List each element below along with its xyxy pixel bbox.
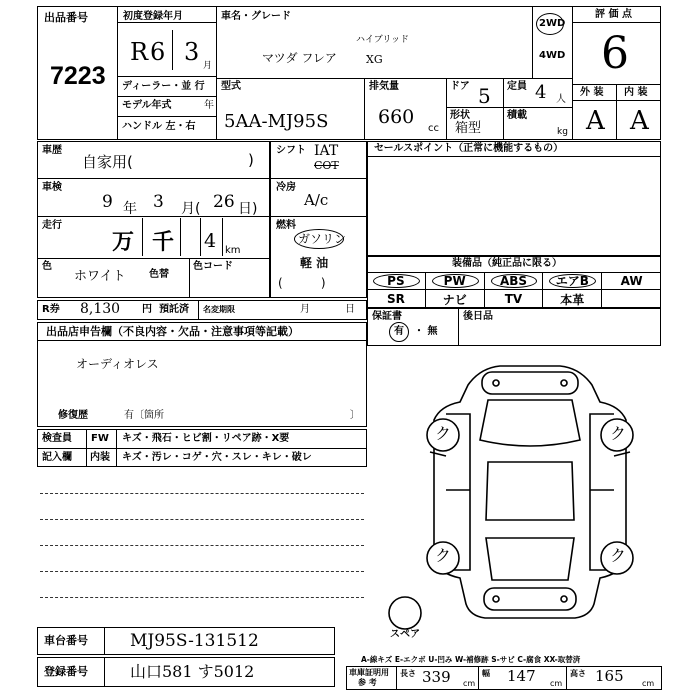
shape-value: 箱型 <box>455 121 482 136</box>
height-unit: cm <box>642 679 655 688</box>
handle-label: ハンドル 左・右 <box>122 121 196 132</box>
equipment-item: ナビ <box>426 290 485 308</box>
car-grade-top: ハイブリッド <box>356 35 410 45</box>
reg-value: 山口581 す5012 <box>130 662 255 681</box>
first-reg-year: 6 <box>150 38 166 66</box>
dealer-label: ディーラー・並 行 <box>122 81 205 92</box>
insp-month-unit: 月( <box>181 201 201 217</box>
height-value: 165 <box>595 667 624 685</box>
equipment-item: PS <box>367 272 426 290</box>
fw-label: FW <box>91 433 109 444</box>
drive-4wd: 4WD <box>539 50 566 61</box>
car-grade: XG <box>366 53 383 66</box>
repair-value: 有〔箇所 <box>124 410 164 421</box>
recycle-label: R券 <box>42 304 60 315</box>
cert-sub: 参 考 <box>358 678 377 687</box>
displacement: 660 <box>378 106 415 128</box>
score-label: 評 価 点 <box>595 9 632 20</box>
fuel-label: 燃料 <box>276 220 296 231</box>
inspection-label: 車検 <box>42 182 62 193</box>
capacity-value: 4 <box>535 82 547 103</box>
equipment-title: 装備品（純正品に限る） <box>452 258 562 269</box>
car-name: マツダ フレア <box>262 51 337 65</box>
insp-month: 3 <box>153 192 164 212</box>
insp-year-unit: 年 <box>123 201 137 217</box>
car-name-label: 車名・グレード <box>221 11 291 22</box>
month-unit: 月 <box>203 61 213 71</box>
displacement-label: 排気量 <box>369 81 399 92</box>
chassis-value: MJ95S-131512 <box>130 631 259 651</box>
retrofit-label: 後日品 <box>463 311 493 322</box>
report-note: オーディオレス <box>76 357 159 371</box>
color-value: ホワイト <box>74 269 126 284</box>
tyre-spare <box>389 597 421 629</box>
rear-bumper <box>484 588 576 610</box>
mileage-label: 走行 <box>42 220 62 231</box>
color-label: 色 <box>42 261 52 272</box>
km-unit: km <box>225 245 241 256</box>
capacity-label: 定員 <box>507 81 527 92</box>
history-label: 車歴 <box>42 145 62 156</box>
roof <box>486 462 574 520</box>
inspector-label: 検査員 <box>42 433 72 444</box>
windshield <box>480 400 580 446</box>
equipment-item: ABS <box>485 272 544 290</box>
sales-point-label: セールスポイント（正常に機能するもの） <box>374 143 564 154</box>
tyre-mark: ク <box>435 424 452 443</box>
interior-items: キズ・汚レ・コゲ・穴・スレ・キレ・破レ <box>122 452 312 463</box>
name-change-month: 月 <box>300 304 310 315</box>
warranty-no: ・ 無 <box>414 326 438 337</box>
color-code-label: 色コード <box>193 261 233 272</box>
shift-strike: COT <box>314 159 339 172</box>
color-change-label: 色替 <box>149 269 169 280</box>
first-reg-month: 3 <box>184 38 200 66</box>
man-unit: 万 <box>112 230 135 255</box>
interior-label: 内 装 <box>624 87 648 98</box>
load-unit: kg <box>557 127 568 137</box>
capacity-unit: 人 <box>556 94 566 105</box>
interior-grade: A <box>630 106 649 136</box>
name-change-day: 日 <box>345 304 355 315</box>
insp-day: 26 <box>213 192 235 212</box>
score-value: 6 <box>601 28 629 79</box>
history-value: 自家用( <box>82 153 133 171</box>
exterior-label: 外 装 <box>580 87 604 98</box>
sen-unit: 千 <box>152 230 175 255</box>
equipment-item: SR <box>367 290 426 308</box>
tyre-mark: ク <box>610 546 627 565</box>
first-reg-label: 初度登録年月 <box>123 11 183 22</box>
equipment-item: エアB <box>543 272 602 290</box>
equipment-item: TV <box>485 290 544 308</box>
tyre-mark: ク <box>435 546 452 565</box>
fuel-light: 軽 油 <box>300 256 329 270</box>
report-title: 出品店申告欄（不良内容・欠品・注意事項等記載） <box>46 325 299 338</box>
ac-value: A/c <box>304 191 329 209</box>
length-value: 339 <box>422 668 451 686</box>
recycle-unit: 円 <box>142 304 152 315</box>
reg-label: 登録番号 <box>44 665 88 678</box>
tyre-mark: ク <box>610 424 627 443</box>
recycle-amount: 8,130 <box>80 301 121 317</box>
repair-close: 〕 <box>350 410 360 421</box>
model-code-label: 型式 <box>221 81 241 92</box>
cc-unit: cc <box>428 123 439 134</box>
shift-label: シフト <box>276 145 306 156</box>
year-unit: 年 <box>204 100 214 111</box>
load-label: 積載 <box>507 110 527 121</box>
warranty-yes: 有 <box>394 326 404 337</box>
shift-value: IAT <box>314 143 339 159</box>
fw-items: キズ・飛石・ヒビ割・リペア跡・X要 <box>122 433 290 444</box>
model-code: 5AA-MJ95S <box>224 111 329 132</box>
shape-label: 形状 <box>450 110 470 121</box>
equipment-item: 本革 <box>543 290 602 308</box>
chassis-label: 車台番号 <box>44 634 88 647</box>
recycle-deposit: 預託済 <box>159 304 189 315</box>
length-label: 長さ <box>400 669 416 678</box>
model-year-label: モデル年式 <box>122 100 172 111</box>
record-label: 記入欄 <box>42 452 72 463</box>
ac-label: 冷房 <box>276 182 296 193</box>
warranty-label: 保証書 <box>372 311 402 322</box>
interior-check-label: 内装 <box>90 452 110 463</box>
cert-label: 車庫証明用 <box>349 668 389 677</box>
name-change-label: 名変期限 <box>203 305 235 314</box>
legend: A-線キズ E-エクボ U-凹み W-補修跡 S-サビ C-腐食 XX-取替済 <box>361 655 581 664</box>
lot-number: 7223 <box>50 62 106 90</box>
lot-label: 出品番号 <box>44 11 88 24</box>
width-unit: cm <box>550 679 563 688</box>
fuel-value: ガソリン <box>298 232 347 246</box>
doors-value: 5 <box>478 84 491 108</box>
first-reg-year-prefix: R <box>130 38 149 66</box>
spare-label: スペア <box>390 629 420 640</box>
mileage-value: 4 <box>204 230 217 252</box>
exterior-grade: A <box>586 106 605 136</box>
history-close: ) <box>248 151 254 169</box>
width-label: 幅 <box>482 669 490 678</box>
length-unit: cm <box>463 679 476 688</box>
drive-2wd: 2WD <box>539 18 566 29</box>
equipment-item: PW <box>426 272 485 290</box>
fuel-paren: ( ) <box>278 276 326 290</box>
width-value: 147 <box>507 667 536 685</box>
rear-window <box>486 538 574 580</box>
doors-label: ドア <box>450 81 470 92</box>
equipment-item: AW <box>602 272 661 290</box>
insp-day-unit: 日) <box>238 201 258 217</box>
repair-label: 修復歴 <box>58 410 88 421</box>
front-bumper <box>482 372 578 394</box>
insp-year: 9 <box>102 192 113 212</box>
height-label: 高さ <box>570 669 586 678</box>
